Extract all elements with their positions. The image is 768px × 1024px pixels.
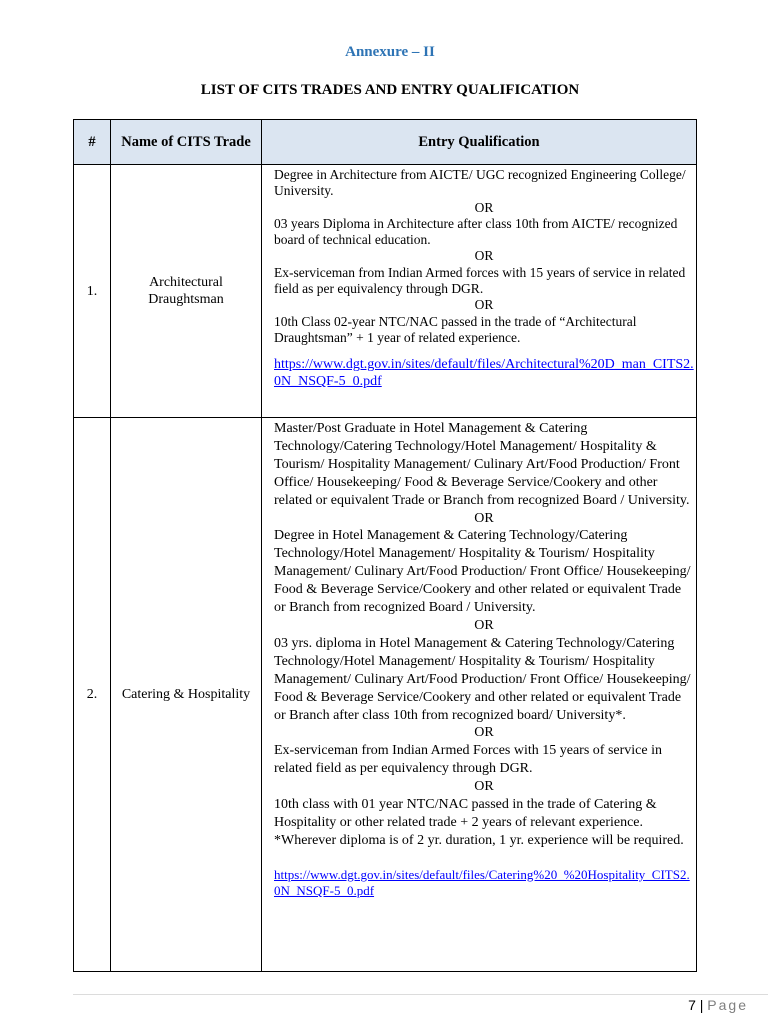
table-row <box>74 418 697 972</box>
or-separator: OR <box>474 248 494 264</box>
syllabus-link[interactable]: https://www.dgt.gov.in/sites/default/files/Architectural%20D_man_CITS2.0N_NSQF-5_0.pdf <box>274 357 694 390</box>
trade-name: Architectural Draughtsman <box>111 165 262 418</box>
entry-qualification-cell <box>262 165 697 418</box>
column-header-number: # <box>74 120 111 165</box>
qualification-text: Degree in Hotel Management & Catering Technology/Catering Technology/Hotel Management/ Hospitality & Tourism/ Hospitality Management/ Culinary Art/Food Production/ Front Office/ Housekeeping/ Food & Beverage Service/Cookery and other related or equivalent Trade or Branch from recognized Board / University. <box>274 528 691 616</box>
page-number: 7 <box>688 997 696 1013</box>
qualification-text: 03 yrs. diploma in Hotel Management & Catering Technology/Catering Technology/Hotel Management/ Hospitality & Tourism/ Hospitality Management/ Culinary Art/Food Production/ Front Office/ Housekeeping/ Food & Beverage Service/Cookery and other related or equivalent Trade or Branch after class 10th from recognized board/ University*. <box>274 635 691 723</box>
or-separator: OR <box>474 725 494 741</box>
qualification-text: 10th class with 01 year NTC/NAC passed in the trade of Catering & Hospitality or other related trade + 2 years of relevant experience. <box>274 797 657 830</box>
page-label: Page <box>707 997 748 1013</box>
page-number-footer <box>688 997 748 1013</box>
or-separator: OR <box>474 617 494 633</box>
table-row <box>74 165 697 418</box>
qualification-text: 03 years Diploma in Architecture after class 10th from AICTE/ recognized board of technical education. <box>274 215 678 248</box>
annexure-heading: Annexure – II <box>345 44 435 60</box>
qualification-text: Ex-serviceman from Indian Armed Forces with 15 years of service in related field as per equivalency through DGR. <box>274 743 662 777</box>
or-separator: OR <box>474 779 494 795</box>
table-header-row <box>74 120 697 165</box>
qualification-text: Ex-serviceman from Indian Armed forces with 15 years of service in related field as per equivalency through DGR. <box>274 264 686 297</box>
qualification-text: 10th Class 02-year NTC/NAC passed in the trade of “Architectural Draughtsman” + 1 year of related experience. <box>274 313 637 345</box>
or-separator: OR <box>474 510 494 526</box>
row-number: 1. <box>74 165 111 418</box>
or-separator: OR <box>474 297 494 313</box>
footer-divider <box>73 994 768 995</box>
document-title: LIST OF CITS TRADES AND ENTRY QUALIFICATION <box>200 82 580 98</box>
qualification-text: Master/Post Graduate in Hotel Management & Catering Technology/Catering Technology/Hotel Management/ Hospitality & Tourism/ Hospitality Management/ Culinary Art/Food Production/ Front Office/ Housekeeping/ Food & Beverage Service/Cookery and other related or equivalent Trade or Branch from recognized Board / University. <box>274 421 690 508</box>
qualification-note: *Wherever diploma is of 2 yr. duration, 1 yr. experience will be required. <box>274 832 684 848</box>
column-header-trade-name: Name of CITS Trade <box>111 120 262 165</box>
qualification-text: Degree in Architecture from AICTE/ UGC recognized Engineering College/ University. <box>274 167 686 199</box>
syllabus-link[interactable]: https://www.dgt.gov.in/sites/default/files/Catering%20_%20Hospitality_CITS2.0N_NSQF-5_0.pdf <box>274 866 690 898</box>
row-number: 2. <box>74 418 111 972</box>
page-separator: | <box>699 997 704 1013</box>
trades-table <box>73 119 697 972</box>
trade-name: Catering & Hospitality <box>111 418 262 972</box>
entry-qualification-cell <box>262 418 697 972</box>
column-header-entry-qualification: Entry Qualification <box>262 120 697 165</box>
or-separator: OR <box>474 199 494 215</box>
